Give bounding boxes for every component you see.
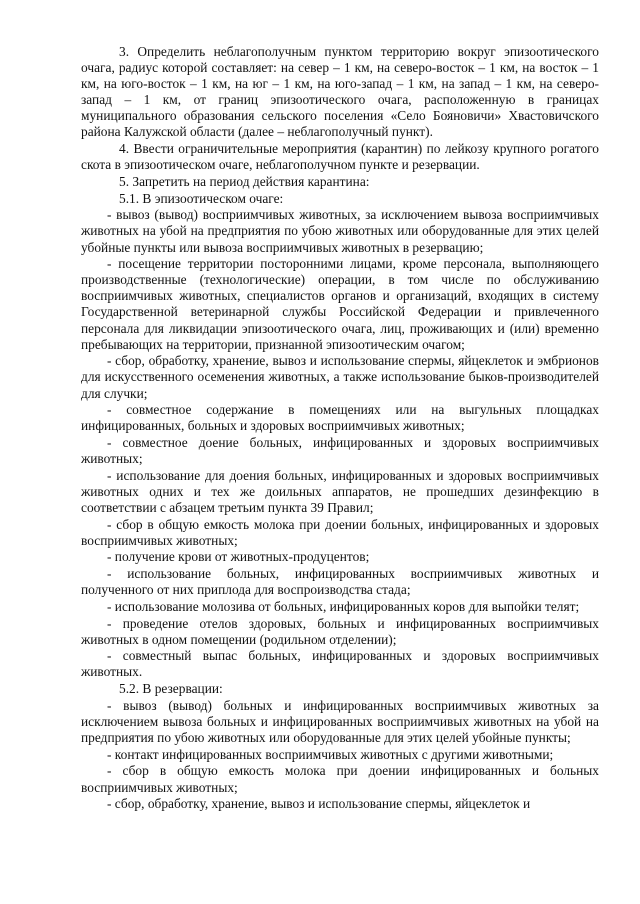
list-item: - получение крови от животных-продуцентов; <box>107 549 370 565</box>
document-body <box>81 44 599 813</box>
paragraph-5: 5. Запретить на период действия карантина: <box>119 173 370 189</box>
subsection-5-2-heading: 5.2. В резервации: <box>119 681 223 697</box>
subsection-5-1-heading: 5.1. В эпизоотическом очаге: <box>119 190 284 206</box>
list-item: - использование для доения больных, инфицированных и здоровых восприимчивых животных одних и тех же доильных аппаратов, не прошедших дезинфекцию в соответствии с абзацем третьим пункта 39 Правил; <box>81 467 599 515</box>
list-item: - сбор в общую емкость молока при доении инфицированных и больных восприимчивых животных; <box>81 763 599 795</box>
list-item: - сбор, обработку, хранение, вывоз и использование спермы, яйцеклеток и эмбрионов для искусственного осеменения животных, а также использование быков-производителей для случки; <box>81 353 599 401</box>
list-item: - вывоз (вывод) больных и инфицированных восприимчивых животных за исключением вывоза больных и инфицированных восприимчивых животных на убой на предприятия по убою животных или оборудованные для этих целей убойные пункты; <box>81 697 599 746</box>
list-item: - использование молозива от больных, инфицированных коров для выпойки телят; <box>107 598 580 614</box>
paragraph-3: 3. Определить неблагополучным пунктом территорию вокруг эпизоотического очага, радиус которой составляет: на север – 1 км, на северо-восток – 1 км, на восток – 1 км, на юго-восток – 1 км, на юг – 1 км, на юго-запад – 1 км, на запад – 1 км, на северо-запад – 1 км, от границ эпизоотического очага, расположенную в границах муниципального образования сельского поселения «Село Бояновичи» Хвастовичского района Калужской области (далее – неблагополучный пункт). <box>81 44 599 140</box>
list-item: - совместное содержание в помещениях или на выгульных площадках инфицированных, больных и здоровых восприимчивых животных; <box>81 402 599 434</box>
list-item: - контакт инфицированных восприимчивых животных с другими животными; <box>107 746 554 762</box>
paragraph-4: 4. Ввести ограничительные мероприятия (карантин) по лейкозу крупного рогатого скота в эпизоотическом очаге, неблагополучном пункте и резервации. <box>81 141 599 173</box>
list-item: - посещение территории посторонними лицами, кроме персонала, выполняющего производственные (технологические) операции, в том числе по обслуживанию восприимчивых животных, специалистов органов и организаций, входящих в систему Государственной ветеринарной службы Российской Федерации и привлеченного персонала для ликвидации эпизоотического очага, лиц, проживающих и (или) временно пребывающих на территории, признанной эпизоотическим очагом; <box>81 256 599 352</box>
list-item: - сбор, обработку, хранение, вывоз и использование спермы, яйцеклеток и <box>107 796 531 812</box>
list-item: - вывоз (вывод) восприимчивых животных, за исключением вывоза восприимчивых животных на убой на предприятия по убою животных или оборудованные для этих целей убойные пункты или вывоза восприимчивых животных в резервацию; <box>81 207 599 255</box>
list-item: - проведение отелов здоровых, больных и инфицированных восприимчивых животных в одном помещении (родильном отделении); <box>81 615 599 647</box>
list-item: - сбор в общую емкость молока при доении больных, инфицированных и здоровых восприимчивых животных; <box>81 516 599 548</box>
list-item: - совместное доение больных, инфицированных и здоровых восприимчивых животных; <box>81 435 599 467</box>
list-item: - использование больных, инфицированных восприимчивых животных и полученного от них приплода для воспроизводства стада; <box>81 566 599 598</box>
list-item: - совместный выпас больных, инфицированных и здоровых восприимчивых животных. <box>81 648 599 680</box>
